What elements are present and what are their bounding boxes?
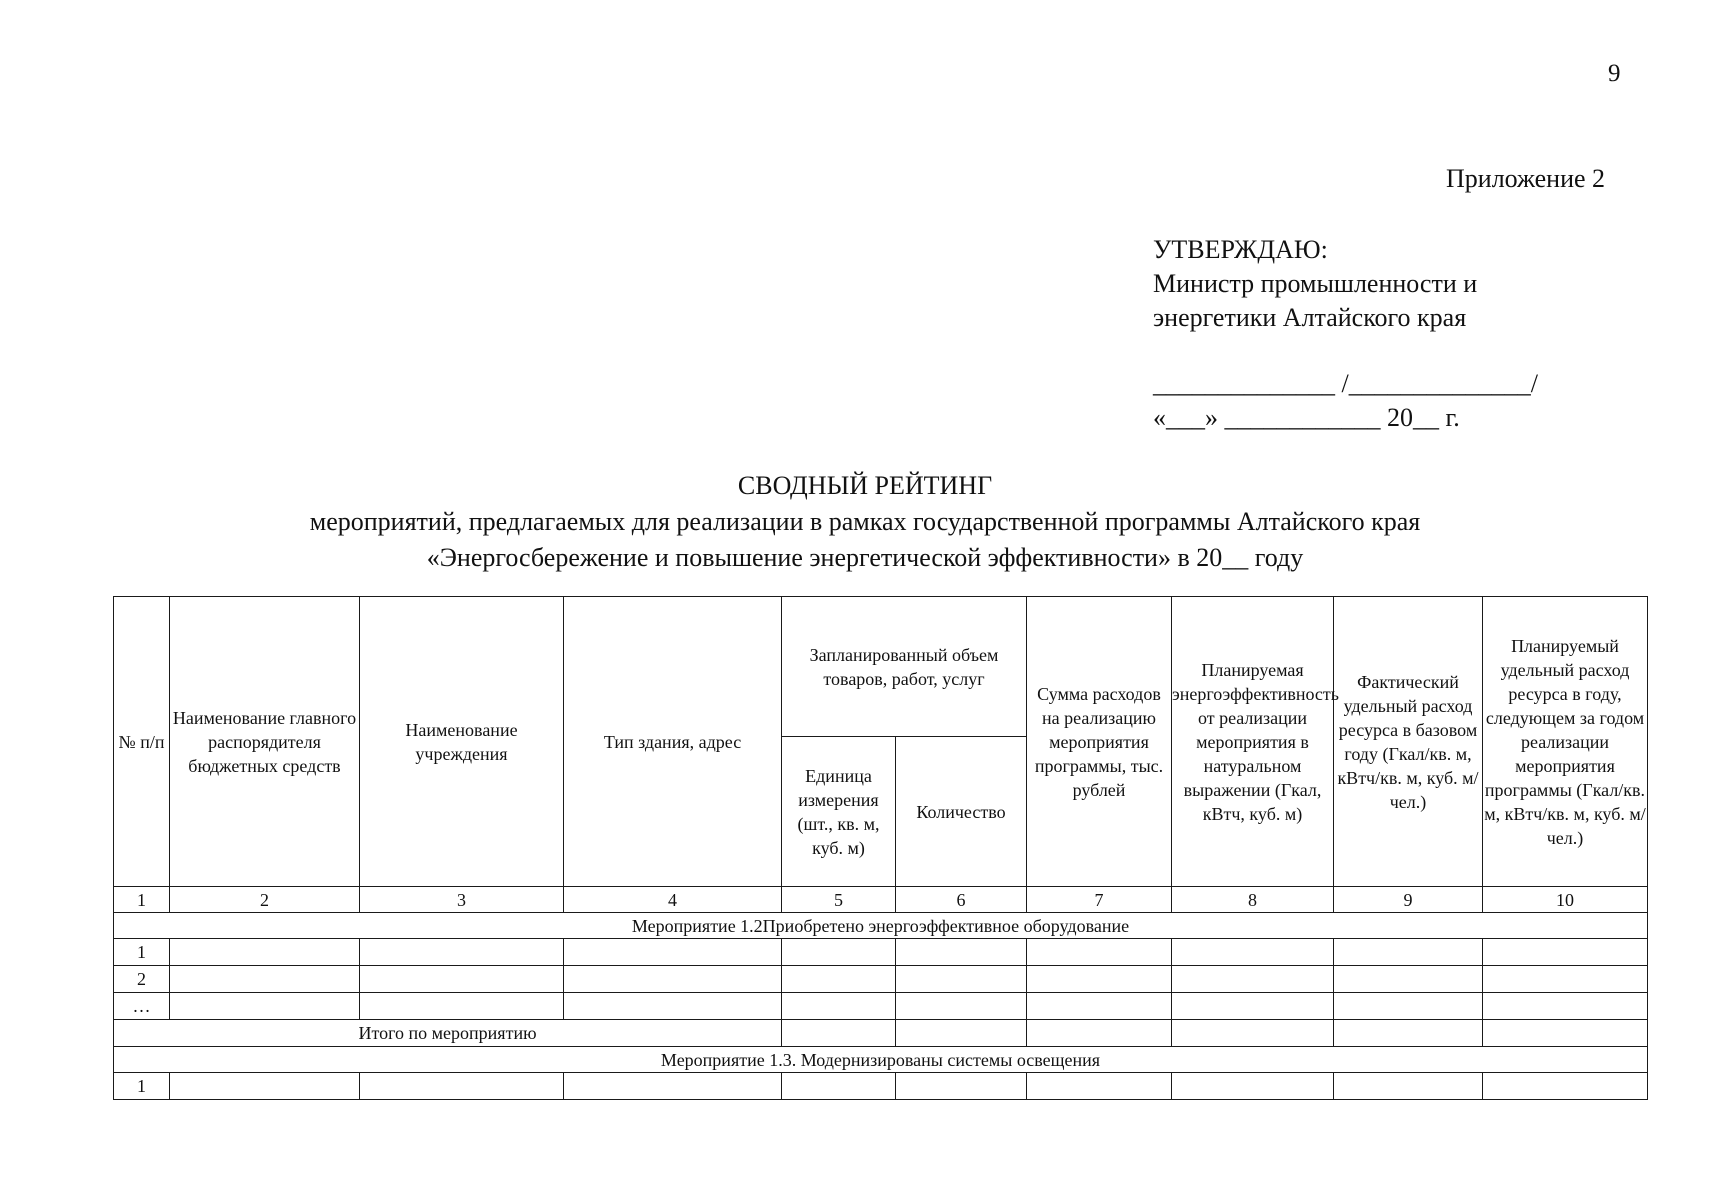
column-number: 3: [360, 887, 564, 913]
appendix-label: Приложение 2: [1446, 164, 1606, 193]
table-cell: [782, 1073, 896, 1100]
table-cell: [896, 993, 1027, 1020]
row-number: 1: [114, 939, 170, 966]
approval-block: [1153, 233, 1653, 435]
table-row: [114, 939, 1648, 966]
table-cell: [564, 993, 782, 1020]
row-number: 2: [114, 966, 170, 993]
table-cell: [564, 939, 782, 966]
table-cell: [1172, 939, 1334, 966]
table-row: [114, 1073, 1648, 1100]
header-actual-consumption: Фактический удельный расход ресурса в базовом году (Гкал/кв. м, кВтч/кв. м, куб. м/ чел.): [1334, 597, 1483, 887]
total-row: [114, 1020, 1648, 1047]
header-planned-volume: Запланированный объем товаров, работ, услуг: [782, 597, 1027, 737]
table-cell: [1027, 993, 1172, 1020]
column-number: 1: [114, 887, 170, 913]
table-row: [114, 966, 1648, 993]
document-title-line-3: «Энергосбережение и повышение энергетической эффективности» в 20__ году: [426, 543, 1304, 572]
table-cell: [1172, 1073, 1334, 1100]
table-cell: [1334, 1073, 1483, 1100]
table-cell: [896, 1020, 1027, 1047]
column-number: 6: [896, 887, 1027, 913]
table-cell: [896, 939, 1027, 966]
table-cell: [896, 1073, 1027, 1100]
approval-signature-line: ______________ /______________/: [1153, 369, 1538, 398]
table-cell: [1334, 966, 1483, 993]
column-number: 5: [782, 887, 896, 913]
table-cell: [360, 939, 564, 966]
table-cell: [1172, 993, 1334, 1020]
table-cell: [170, 939, 360, 966]
column-number: 10: [1483, 887, 1648, 913]
table-cell: [564, 1073, 782, 1100]
column-number: 7: [1027, 887, 1172, 913]
table-cell: [1172, 1020, 1334, 1047]
document-title-line-2: мероприятий, предлагаемых для реализации в рамках государственной программы Алтайского края: [309, 507, 1421, 536]
header-quantity: Количество: [896, 737, 1027, 887]
row-number: …: [114, 993, 170, 1020]
table-cell: [1483, 1020, 1648, 1047]
table-cell: [782, 939, 896, 966]
table-cell: [360, 966, 564, 993]
table-cell: [1483, 966, 1648, 993]
table-cell: [1172, 966, 1334, 993]
table-cell: [782, 993, 896, 1020]
column-number: 2: [170, 887, 360, 913]
header-budget-manager: Наименование главного распорядителя бюджетных средств: [170, 597, 360, 887]
table-cell: [360, 1073, 564, 1100]
table-cell: [1334, 1020, 1483, 1047]
row-number: 1: [114, 1073, 170, 1100]
table-cell: [170, 993, 360, 1020]
page-number: 9: [1608, 60, 1621, 87]
table-cell: [1027, 966, 1172, 993]
column-number: 4: [564, 887, 782, 913]
column-numbers-row: [114, 887, 1648, 913]
document-title: [200, 468, 1530, 576]
table-cell: [896, 966, 1027, 993]
table-cell: [360, 993, 564, 1020]
table-cell: [1483, 993, 1648, 1020]
table-cell: [170, 966, 360, 993]
table-cell: [564, 966, 782, 993]
approval-position-line-2: энергетики Алтайского края: [1153, 303, 1467, 332]
approval-heading: УТВЕРЖДАЮ:: [1153, 235, 1328, 264]
header-planned-efficiency: Планируемая энергоэффективность от реализации мероприятия в натуральном выражении (Гкал, кВтч, куб. м): [1172, 597, 1334, 887]
section-row: [114, 1047, 1648, 1073]
header-number: № п/п: [114, 597, 170, 887]
rating-table: [113, 596, 1648, 1100]
header-expense-sum: Сумма расходов на реализацию мероприятия программы, тыс. рублей: [1027, 597, 1172, 887]
section-row: [114, 913, 1648, 939]
section-title: Мероприятие 1.2Приобретено энергоэффективное оборудование: [114, 913, 1648, 939]
table-cell: [1483, 939, 1648, 966]
table-row: [114, 993, 1648, 1020]
table-cell: [1027, 939, 1172, 966]
document-title-main: СВОДНЫЙ РЕЙТИНГ: [737, 471, 993, 500]
table-cell: [1334, 939, 1483, 966]
approval-date-line: «___» ____________ 20__ г.: [1153, 403, 1460, 432]
header-unit: Единица измерения (шт., кв. м, куб. м): [782, 737, 896, 887]
table-cell: [782, 1020, 896, 1047]
approval-position-line-1: Министр промышленности и: [1153, 269, 1478, 298]
header-planned-consumption: Планируемый удельный расход ресурса в году, следующем за годом реализации мероприятия программы (Гкал/кв. м, кВтч/кв. м, куб. м/ чел.): [1483, 597, 1648, 887]
table-cell: [1027, 1020, 1172, 1047]
column-number: 9: [1334, 887, 1483, 913]
section-title: Мероприятие 1.3. Модернизированы системы освещения: [114, 1047, 1648, 1073]
table-cell: [1334, 993, 1483, 1020]
column-number: 8: [1172, 887, 1334, 913]
table-cell: [1483, 1073, 1648, 1100]
table-header-row-1: [114, 597, 1648, 737]
total-label: Итого по мероприятию: [114, 1020, 782, 1047]
header-institution: Наименование учреждения: [360, 597, 564, 887]
table-cell: [782, 966, 896, 993]
header-building-type: Тип здания, адрес: [564, 597, 782, 887]
table-cell: [170, 1073, 360, 1100]
table-cell: [1027, 1073, 1172, 1100]
